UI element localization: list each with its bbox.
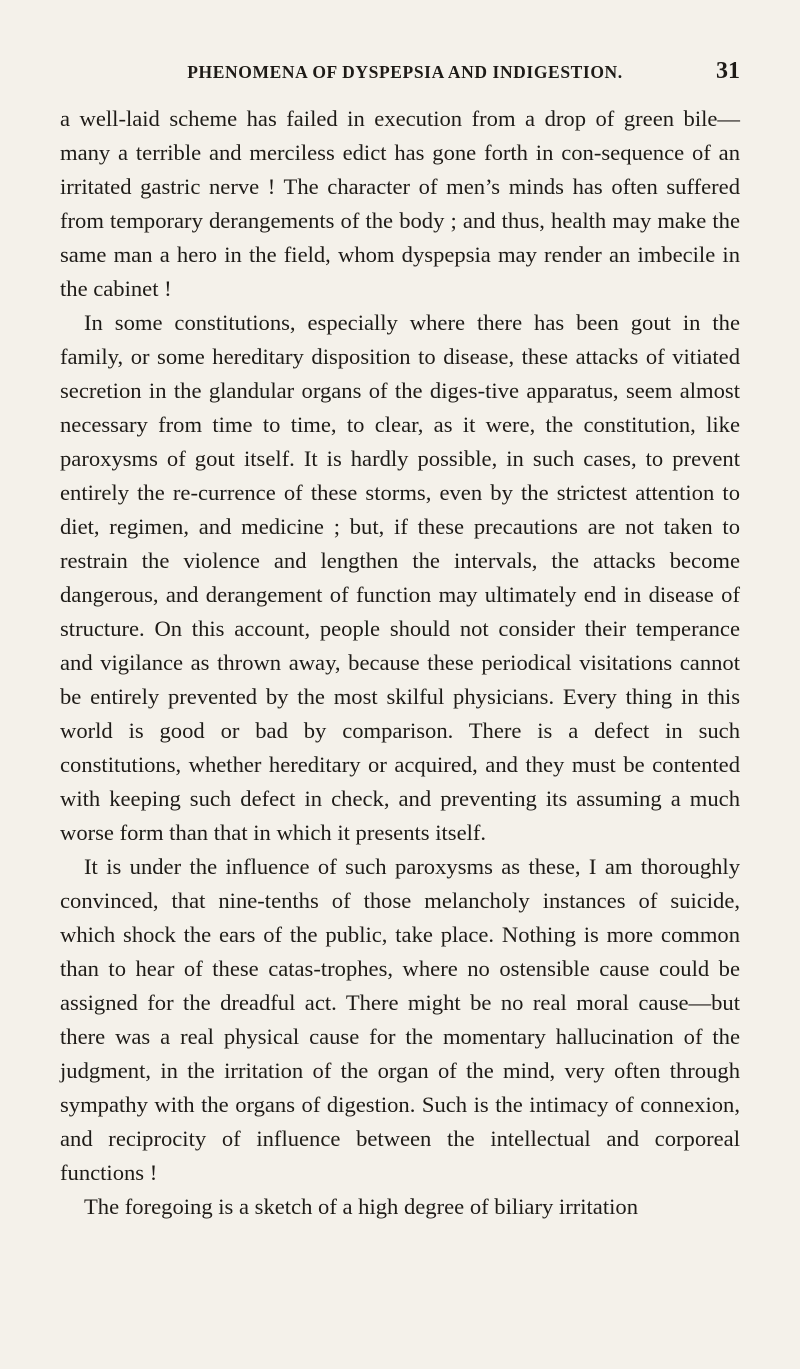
page-header — [130, 58, 740, 88]
body-text — [60, 102, 740, 1224]
paragraph-3: It is under the influence of such paroxysms as these, I am thoroughly convinced, that nine-tenths of those melancholy instances of suicide, which shock the ears of the public, take place. Nothing is more common than to hear of these catas-trophes, where no ostensible cause could be assigned for the dreadful act. There might be no real moral cause—but there was a real physical cause for the momentary hallucination of the judgment, in the irritation of the organ of the mind, very often through sympathy with the organs of digestion. Such is the intimacy of connexion, and reciprocity of influence between the intellectual and corporeal functions ! — [60, 854, 740, 1185]
running-head: PHENOMENA OF DYSPEPSIA AND INDIGESTION. — [187, 62, 623, 82]
paragraph-4: The foregoing is a sketch of a high degree of biliary irritation — [84, 1194, 638, 1219]
paragraph-1: a well-laid scheme has failed in execution from a drop of green bile—many a terrible and merciless edict has gone forth in con-sequence of an irritated gastric nerve ! The character of men’s minds has often suffered from temporary derangements of the body ; and thus, health may make the same man a hero in the field, whom dyspepsia may render an imbecile in the cabinet ! — [60, 106, 740, 301]
paragraph-2: In some constitutions, especially where there has been gout in the family, or some hereditary disposition to disease, these attacks of vitiated secretion in the glandular organs of the diges-tive apparatus, seem almost necessary from time to time, to clear, as it were, the constitution, like paroxysms of gout itself. It is hardly possible, in such cases, to prevent entirely the re-currence of these storms, even by the strictest attention to diet, regimen, and medicine ; but, if these precautions are not taken to restrain the violence and lengthen the intervals, the attacks become dangerous, and derangement of function may ultimately end in disease of structure. On this account, people should not consider their temperance and vigilance as thrown away, because these periodical visitations cannot be entirely prevented by the most skilful physicians. Every thing in this world is good or bad by comparison. There is a defect in such constitutions, whether hereditary or acquired, and they must be contented with keeping such defect in check, and preventing its assuming a much worse form than that in which it presents itself. — [60, 310, 740, 845]
page-number: 31 — [716, 58, 740, 84]
